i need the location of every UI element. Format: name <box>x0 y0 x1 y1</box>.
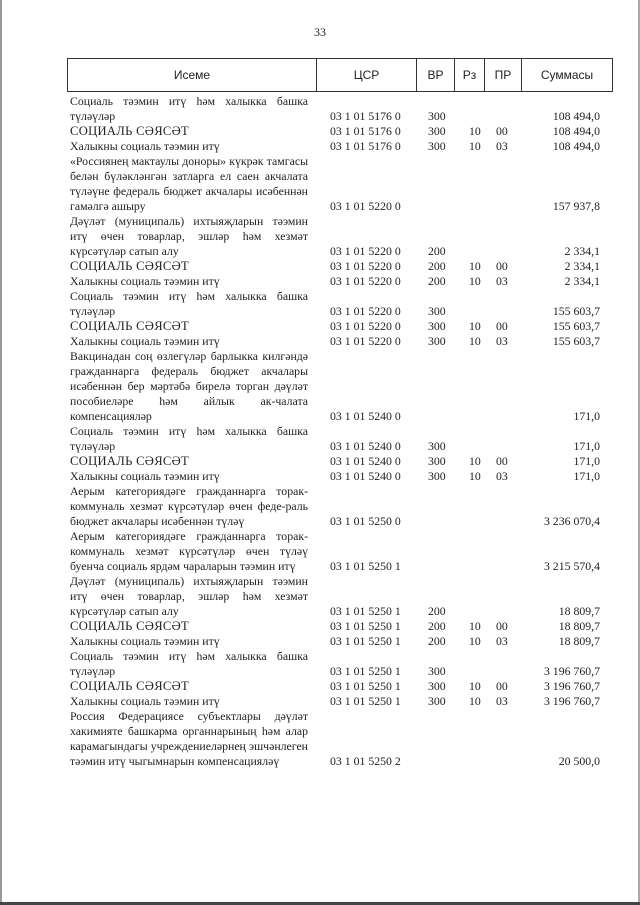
row-vr: 300 <box>428 319 446 333</box>
row-name: Вакцинадан соң өзлегүләр барлыкка килгәндә гражданнарга федераль бюджет акчалары исәбеннән бер мәртәбә бирелә торган дәүләт пособиеләре һәм айлык ак-чалата компенсацияләр <box>70 349 308 423</box>
row-sum: 155 603,7 <box>552 304 600 318</box>
row-vr: 200 <box>428 604 446 618</box>
row-name: Халыкны социаль тәэмин итү <box>70 634 220 648</box>
row-csr: 03 1 01 5240 0 <box>330 439 401 453</box>
row-sum: 18 809,7 <box>558 634 600 648</box>
row-sum: 171,0 <box>573 439 600 453</box>
row-name: СОЦИАЛЬ СӘЯСӘТ <box>70 619 189 633</box>
row-csr: 03 1 01 5250 1 <box>330 634 401 648</box>
table-row <box>0 124 640 139</box>
row-sum: 171,0 <box>573 454 600 468</box>
row-name: Халыкны социаль тәэмин итү <box>70 469 220 483</box>
row-pr: 00 <box>496 679 508 693</box>
row-csr: 03 1 01 5176 0 <box>330 109 401 123</box>
row-csr: 03 1 01 5250 1 <box>330 604 401 618</box>
row-pr: 03 <box>496 694 508 708</box>
row-sum: 108 494,0 <box>552 139 600 153</box>
table-body <box>0 94 640 769</box>
row-name: Дәүләт (муниципаль) ихтыяҗларын тәэмин итү өчен товарлар, эшләр һәм хезмәт күрсәтүләр сатып алу <box>70 214 308 258</box>
row-rz: 10 <box>469 679 481 693</box>
row-sum: 155 603,7 <box>552 334 600 348</box>
table-row <box>0 679 640 694</box>
row-sum: 3 196 760,7 <box>543 679 600 693</box>
row-sum: 3 196 760,7 <box>543 664 600 678</box>
row-sum: 171,0 <box>573 469 600 483</box>
header-csr: ЦСР <box>353 68 380 82</box>
table-row <box>0 649 640 679</box>
row-rz: 10 <box>469 334 481 348</box>
row-rz: 10 <box>469 469 481 483</box>
row-pr: 00 <box>496 454 508 468</box>
row-vr: 300 <box>428 679 446 693</box>
row-csr: 03 1 01 5176 0 <box>330 124 401 138</box>
row-sum: 157 937,8 <box>552 199 600 213</box>
row-csr: 03 1 01 5240 0 <box>330 454 401 468</box>
row-csr: 03 1 01 5220 0 <box>330 274 401 288</box>
row-vr: 300 <box>428 469 446 483</box>
row-pr: 00 <box>496 259 508 273</box>
row-csr: 03 1 01 5220 0 <box>330 319 401 333</box>
row-sum: 108 494,0 <box>552 124 600 138</box>
table-row <box>0 484 640 529</box>
table-row <box>0 574 640 619</box>
row-vr: 300 <box>428 334 446 348</box>
row-sum: 18 809,7 <box>558 619 600 633</box>
row-csr: 03 1 01 5220 0 <box>330 334 401 348</box>
row-csr: 03 1 01 5220 0 <box>330 259 401 273</box>
row-pr: 00 <box>496 124 508 138</box>
row-csr: 03 1 01 5250 1 <box>330 559 401 573</box>
header-name: Исеме <box>173 68 211 82</box>
row-sum: 20 500,0 <box>558 754 600 768</box>
row-name: «Россиянең мактаулы доноры» күкрәк тамгасы белән бүләкләнгән затларга ел саен акчалата түләүне федераль бюджет акчалары исәбеннән гамәлгә ашыру <box>70 154 308 213</box>
row-name: Социаль тәэмин итү һәм халыкка башка түләүләр <box>70 289 308 318</box>
row-name: Аерым категориядәге гражданнарга торак-коммуналь хезмәт күрсәтүләр өчен феде-раль бюджет акчалары исәбеннән түләү <box>70 484 308 528</box>
table-row <box>0 349 640 424</box>
row-name: СОЦИАЛЬ СӘЯСӘТ <box>70 259 189 273</box>
row-vr: 300 <box>428 439 446 453</box>
row-pr: 03 <box>496 139 508 153</box>
row-sum: 155 603,7 <box>552 319 600 333</box>
header-vr: ВР <box>427 68 444 82</box>
row-csr: 03 1 01 5250 0 <box>330 514 401 528</box>
row-pr: 03 <box>496 469 508 483</box>
header-rz: Рз <box>462 68 477 82</box>
row-name: Социаль тәэмин итү һәм халыкка башка түләүләр <box>70 94 308 123</box>
page-number: 33 <box>314 25 326 39</box>
row-csr: 03 1 01 5240 0 <box>330 409 401 423</box>
table-row <box>0 469 640 484</box>
row-sum: 18 809,7 <box>558 604 600 618</box>
row-pr: 03 <box>496 334 508 348</box>
table-row <box>0 529 640 574</box>
row-rz: 10 <box>469 319 481 333</box>
row-name: СОЦИАЛЬ СӘЯСӘТ <box>70 454 189 468</box>
row-csr: 03 1 01 5220 0 <box>330 199 401 213</box>
row-rz: 10 <box>469 259 481 273</box>
row-vr: 300 <box>428 694 446 708</box>
row-name: СОЦИАЛЬ СӘЯСӘТ <box>70 679 189 693</box>
row-vr: 300 <box>428 664 446 678</box>
row-csr: 03 1 01 5176 0 <box>330 139 401 153</box>
table-row <box>0 94 640 124</box>
row-sum: 2 334,1 <box>564 259 600 273</box>
row-csr: 03 1 01 5240 0 <box>330 469 401 483</box>
row-pr: 03 <box>496 634 508 648</box>
row-rz: 10 <box>469 634 481 648</box>
row-name: СОЦИАЛЬ СӘЯСӘТ <box>70 124 189 138</box>
row-vr: 300 <box>428 454 446 468</box>
table-row <box>0 154 640 214</box>
row-csr: 03 1 01 5220 0 <box>330 244 401 258</box>
row-rz: 10 <box>469 139 481 153</box>
row-rz: 10 <box>469 454 481 468</box>
row-csr: 03 1 01 5220 0 <box>330 304 401 318</box>
row-vr: 200 <box>428 244 446 258</box>
row-sum: 108 494,0 <box>552 109 600 123</box>
header-pr: ПР <box>494 68 512 82</box>
row-name: Халыкны социаль тәэмин итү <box>70 139 220 153</box>
row-sum: 2 334,1 <box>564 244 600 258</box>
row-vr: 300 <box>428 139 446 153</box>
row-name: Халыкны социаль тәэмин итү <box>70 334 220 348</box>
row-name: СОЦИАЛЬ СӘЯСӘТ <box>70 319 189 333</box>
row-rz: 10 <box>469 694 481 708</box>
table-row <box>0 289 640 319</box>
table-row <box>0 454 640 469</box>
header-sum: Суммасы <box>540 68 594 82</box>
table-header <box>67 58 613 92</box>
table-row <box>0 709 640 769</box>
table-row <box>0 274 640 289</box>
table-row <box>0 634 640 649</box>
row-pr: 03 <box>496 274 508 288</box>
row-vr: 200 <box>428 274 446 288</box>
row-sum: 2 334,1 <box>564 274 600 288</box>
row-name: Дәүләт (муниципаль) ихтыяҗларын тәэмин итү өчен товарлар, эшләр һәм хезмәт күрсәтүләр сатып алу <box>70 574 308 618</box>
row-vr: 200 <box>428 259 446 273</box>
row-name: Халыкны социаль тәэмин итү <box>70 274 220 288</box>
row-vr: 300 <box>428 304 446 318</box>
table-row <box>0 214 640 259</box>
row-name: Социаль тәэмин итү һәм халыкка башка түләүләр <box>70 649 308 678</box>
row-rz: 10 <box>469 619 481 633</box>
row-vr: 300 <box>428 124 446 138</box>
row-csr: 03 1 01 5250 1 <box>330 679 401 693</box>
row-name: Халыкны социаль тәэмин итү <box>70 694 220 708</box>
row-vr: 200 <box>428 619 446 633</box>
row-sum: 3 196 760,7 <box>543 694 600 708</box>
table-row <box>0 259 640 274</box>
row-csr: 03 1 01 5250 1 <box>330 694 401 708</box>
row-sum: 171,0 <box>573 409 600 423</box>
table-row <box>0 424 640 454</box>
row-rz: 10 <box>469 274 481 288</box>
row-csr: 03 1 01 5250 1 <box>330 664 401 678</box>
row-csr: 03 1 01 5250 2 <box>330 754 401 768</box>
row-pr: 00 <box>496 319 508 333</box>
table-row <box>0 334 640 349</box>
row-name: Россия Федерациясе субъектлары дәүләт хакимияте башкарма органнарының һәм алар карамагындагы учреждениеләрнең эшчәнлеген тәэмин итү чыгымнарын компенсацияләү <box>70 709 308 768</box>
row-rz: 10 <box>469 124 481 138</box>
row-vr: 300 <box>428 109 446 123</box>
row-name: Социаль тәэмин итү һәм халыкка башка түләүләр <box>70 424 308 453</box>
table-row <box>0 694 640 709</box>
row-sum: 3 236 070,4 <box>543 514 600 528</box>
table-row <box>0 139 640 154</box>
row-vr: 200 <box>428 634 446 648</box>
row-csr: 03 1 01 5250 1 <box>330 619 401 633</box>
table-row <box>0 319 640 334</box>
row-sum: 3 215 570,4 <box>543 559 600 573</box>
table-row <box>0 619 640 634</box>
row-name: Аерым категориядәге гражданнарга торак-коммуналь хезмәт күрсәтүләр өчен түләү буенча социаль ярдәм чараларын тәэмин итү <box>70 529 308 573</box>
row-pr: 00 <box>496 619 508 633</box>
